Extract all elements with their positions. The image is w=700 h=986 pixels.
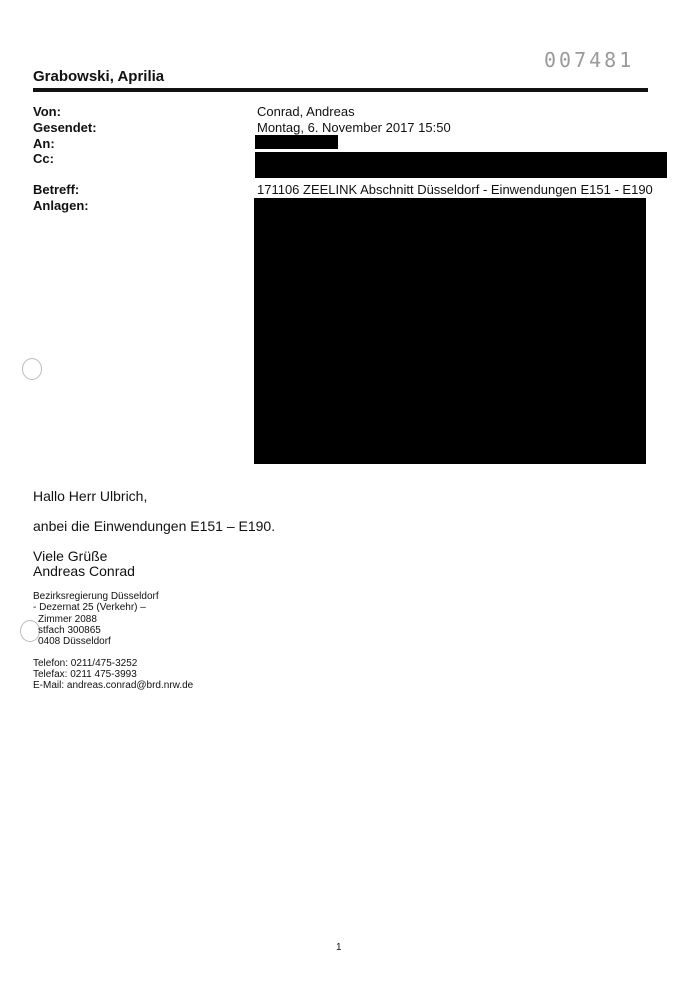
signature-phone: Telefon: 0211/475-3252 bbox=[33, 658, 138, 669]
greeting-text: Hallo Herr Ulbrich, bbox=[33, 488, 148, 504]
from-value: Conrad, Andreas bbox=[257, 104, 355, 119]
attachments-label: Anlagen: bbox=[33, 198, 89, 213]
signature-pobox: stfach 300865 bbox=[38, 625, 101, 636]
signature-room: Zimmer 2088 bbox=[38, 614, 97, 625]
subject-label: Betreff: bbox=[33, 182, 80, 197]
signature-email: E-Mail: andreas.conrad@brd.nrw.de bbox=[33, 680, 194, 691]
signature-org: Bezirksregierung Düsseldorf bbox=[33, 591, 159, 602]
punch-hole-mark bbox=[20, 620, 40, 642]
signature-city: 0408 Düsseldorf bbox=[38, 636, 111, 647]
signature-dept: - Dezernat 25 (Verkehr) – bbox=[33, 602, 146, 613]
attachments-redaction bbox=[254, 198, 646, 464]
body-line: anbei die Einwendungen E151 – E190. bbox=[33, 518, 276, 534]
subject-value: 171106 ZEELINK Abschnitt Düsseldorf - Einwendungen E151 - E190 bbox=[257, 182, 653, 197]
cc-redaction bbox=[255, 152, 667, 178]
document-stamp-number: 007481 bbox=[544, 48, 635, 72]
sent-label: Gesendet: bbox=[33, 120, 97, 135]
sent-value: Montag, 6. November 2017 15:50 bbox=[257, 120, 451, 135]
signature-fax: Telefax: 0211 475-3993 bbox=[33, 669, 137, 680]
sender-name-text: Andreas Conrad bbox=[33, 563, 135, 579]
punch-hole-mark bbox=[22, 358, 42, 380]
from-label: Von: bbox=[33, 104, 61, 119]
header-rule bbox=[33, 88, 648, 92]
cc-label: Cc: bbox=[33, 151, 54, 166]
to-label: An: bbox=[33, 136, 55, 151]
closing-text: Viele Grüße bbox=[33, 548, 108, 564]
to-redaction bbox=[255, 135, 338, 149]
mailbox-owner-name: Grabowski, Aprilia bbox=[33, 68, 165, 85]
page-number: 1 bbox=[336, 942, 342, 953]
